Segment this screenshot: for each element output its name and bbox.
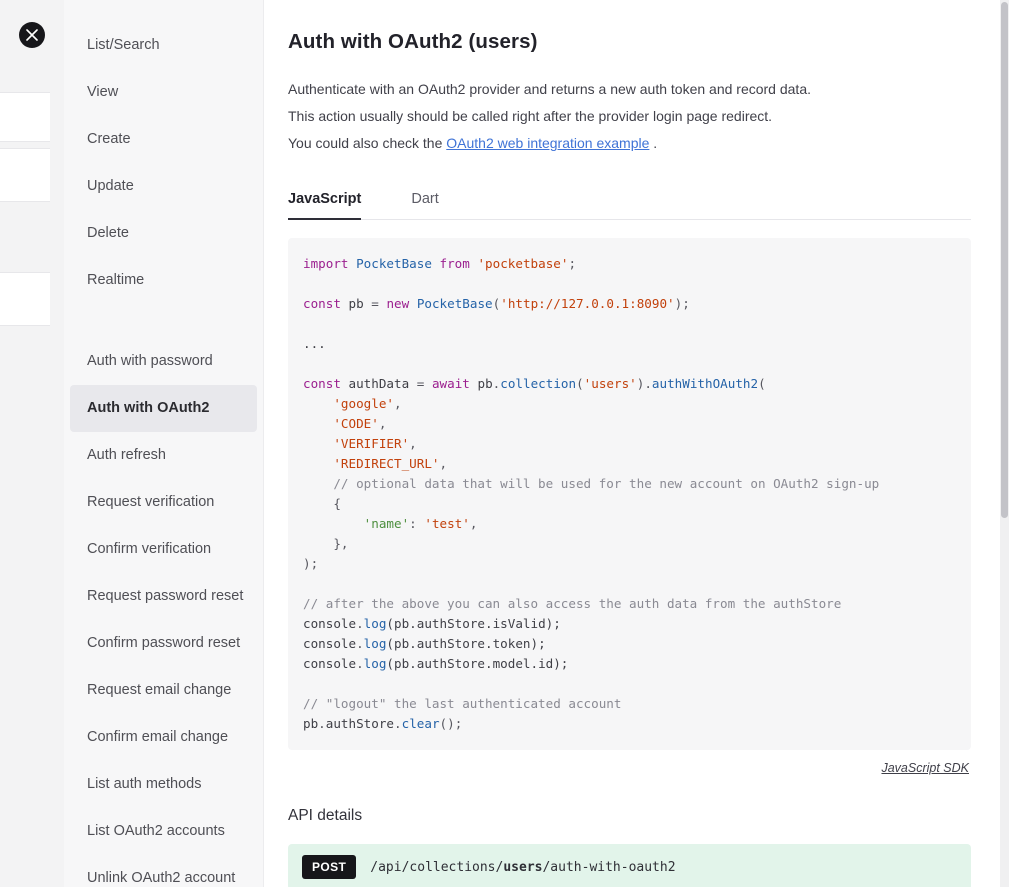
code-token: . — [318, 716, 326, 731]
language-tabs — [288, 183, 971, 220]
docs-content — [264, 0, 1009, 887]
sidebar-item-list-auth-methods[interactable]: List auth methods — [87, 776, 202, 792]
code-token: authStore — [325, 716, 395, 731]
code-token: ; — [568, 256, 577, 271]
code-token: . — [356, 636, 364, 651]
background-block — [0, 272, 50, 326]
sidebar-item-request-verification[interactable]: Request verification — [87, 494, 215, 510]
code-token: . — [492, 376, 501, 391]
code-token: console — [303, 656, 357, 671]
code-token: 'VERIFIER' — [333, 436, 410, 451]
code-token: const — [303, 376, 341, 391]
code-token: . — [356, 616, 364, 631]
code-token: console — [303, 636, 357, 651]
code-token: pb — [303, 716, 319, 731]
code-token: 'test' — [424, 516, 470, 531]
code-token: pb — [477, 376, 493, 391]
api-endpoint-row — [288, 844, 971, 887]
code-token: }, — [333, 536, 349, 551]
close-overlay-button[interactable] — [19, 22, 45, 48]
code-token: new — [386, 296, 410, 311]
code-token: from — [439, 256, 470, 271]
close-icon — [26, 29, 38, 41]
code-token: , — [378, 416, 387, 431]
code-token: authData — [348, 376, 410, 391]
code-token: collection — [500, 376, 577, 391]
code-token: (pb.authStore.token); — [386, 636, 546, 651]
endpoint-path-collection: users — [503, 859, 543, 875]
code-comment: // optional data that will be used for the new account on OAuth2 sign-up — [333, 476, 880, 491]
api-details-title: API details — [288, 807, 363, 824]
code-token: , — [409, 436, 417, 451]
docs-sidebar — [64, 0, 264, 887]
description-prefix: You could also check the — [288, 135, 443, 151]
code-token: log — [363, 616, 387, 631]
code-comment: // "logout" the last authenticated account — [303, 696, 622, 711]
endpoint-path — [370, 860, 675, 875]
sidebar-item-confirm-verification[interactable]: Confirm verification — [87, 541, 212, 557]
scrollbar-thumb[interactable] — [1001, 2, 1008, 518]
sidebar-item-list-oauth2-accounts[interactable]: List OAuth2 accounts — [87, 823, 225, 839]
code-token: 'http://127.0.0.1:8090' — [500, 296, 675, 311]
description-line-1: Authenticate with an OAuth2 provider and returns a new auth token and record data. — [288, 81, 811, 97]
description-line-2: This action usually should be called right after the provider login page redirect. — [288, 108, 773, 124]
code-token: : — [409, 516, 417, 531]
sidebar-item-request-password-reset[interactable]: Request password reset — [87, 588, 244, 604]
code-comment: // after the above you can also access the auth data from the authStore — [303, 596, 842, 611]
sidebar-item-request-email-change[interactable]: Request email change — [87, 682, 232, 698]
sidebar-item-create[interactable]: Create — [87, 131, 131, 147]
code-token: ); — [303, 556, 319, 571]
tab-dart[interactable]: Dart — [411, 191, 439, 207]
code-token: console — [303, 616, 357, 631]
code-token: { — [333, 496, 341, 511]
api-docs-panel — [64, 0, 1009, 887]
code-token: (); — [439, 716, 463, 731]
code-token: pb — [348, 296, 364, 311]
sidebar-item-confirm-password-reset[interactable]: Confirm password reset — [87, 635, 241, 651]
background-page — [0, 0, 64, 887]
code-token: . — [394, 716, 402, 731]
code-token: ); — [674, 296, 690, 311]
code-token: ( — [758, 376, 766, 391]
code-token: 'CODE' — [333, 416, 379, 431]
code-token: 'google' — [333, 396, 395, 411]
sidebar-item-unlink-oauth2-account[interactable]: Unlink OAuth2 account — [87, 870, 236, 886]
code-token: 'REDIRECT_URL' — [333, 456, 440, 471]
code-token: = — [371, 296, 379, 311]
background-block — [0, 148, 50, 202]
endpoint-path-suffix: /auth-with-oauth2 — [542, 859, 676, 875]
sidebar-item-view[interactable]: View — [87, 84, 119, 100]
code-token: (pb.authStore.model.id); — [386, 656, 569, 671]
code-token: (pb.authStore.isValid); — [386, 616, 561, 631]
sidebar-group-divider — [64, 304, 263, 338]
code-token: , — [469, 516, 478, 531]
code-token: const — [303, 296, 341, 311]
description-suffix: . — [653, 135, 658, 151]
code-token: log — [363, 656, 387, 671]
sidebar-item-update[interactable]: Update — [87, 178, 134, 194]
code-token: . — [356, 656, 364, 671]
code-token: PocketBase — [416, 296, 493, 311]
sidebar-item-confirm-email-change[interactable]: Confirm email change — [87, 729, 229, 745]
code-token: log — [363, 636, 387, 651]
sidebar-item-list-search[interactable]: List/Search — [87, 37, 160, 53]
code-token: await — [431, 376, 470, 391]
oauth2-web-integration-example-link[interactable]: OAuth2 web integration example — [446, 135, 650, 151]
code-token: clear — [401, 716, 440, 731]
code-token: PocketBase — [356, 256, 432, 271]
code-token: , — [394, 396, 402, 411]
sidebar-item-realtime[interactable]: Realtime — [87, 272, 145, 288]
code-token: 'users' — [583, 376, 637, 391]
code-token: ... — [303, 336, 326, 351]
background-block — [0, 92, 50, 142]
code-sample-block — [288, 238, 971, 750]
description-line-3 — [288, 130, 971, 157]
sidebar-item-auth-with-password[interactable]: Auth with password — [87, 353, 213, 369]
code-token: authWithOAuth2 — [651, 376, 759, 391]
code-token: ( — [576, 376, 584, 391]
javascript-sdk-link[interactable]: JavaScript SDK — [881, 761, 969, 775]
sidebar-item-auth-with-oauth2[interactable]: Auth with OAuth2 — [70, 385, 257, 432]
sidebar-item-auth-refresh[interactable]: Auth refresh — [87, 447, 166, 463]
code-token: import — [303, 256, 349, 271]
code-token: = — [416, 376, 425, 391]
code-token: ). — [636, 376, 652, 391]
status-badge: POST — [302, 855, 356, 879]
code-token: , — [439, 456, 448, 471]
sdk-link-row — [288, 759, 971, 777]
code-token: ( — [492, 296, 501, 311]
code-token: 'name' — [363, 516, 410, 531]
code-token: 'pocketbase' — [477, 256, 569, 271]
endpoint-path-prefix: /api/collections/ — [370, 859, 504, 875]
page-title: Auth with OAuth2 (users) — [288, 30, 538, 53]
tab-javascript[interactable]: JavaScript — [288, 183, 387, 219]
sidebar-item-delete[interactable]: Delete — [87, 225, 129, 241]
